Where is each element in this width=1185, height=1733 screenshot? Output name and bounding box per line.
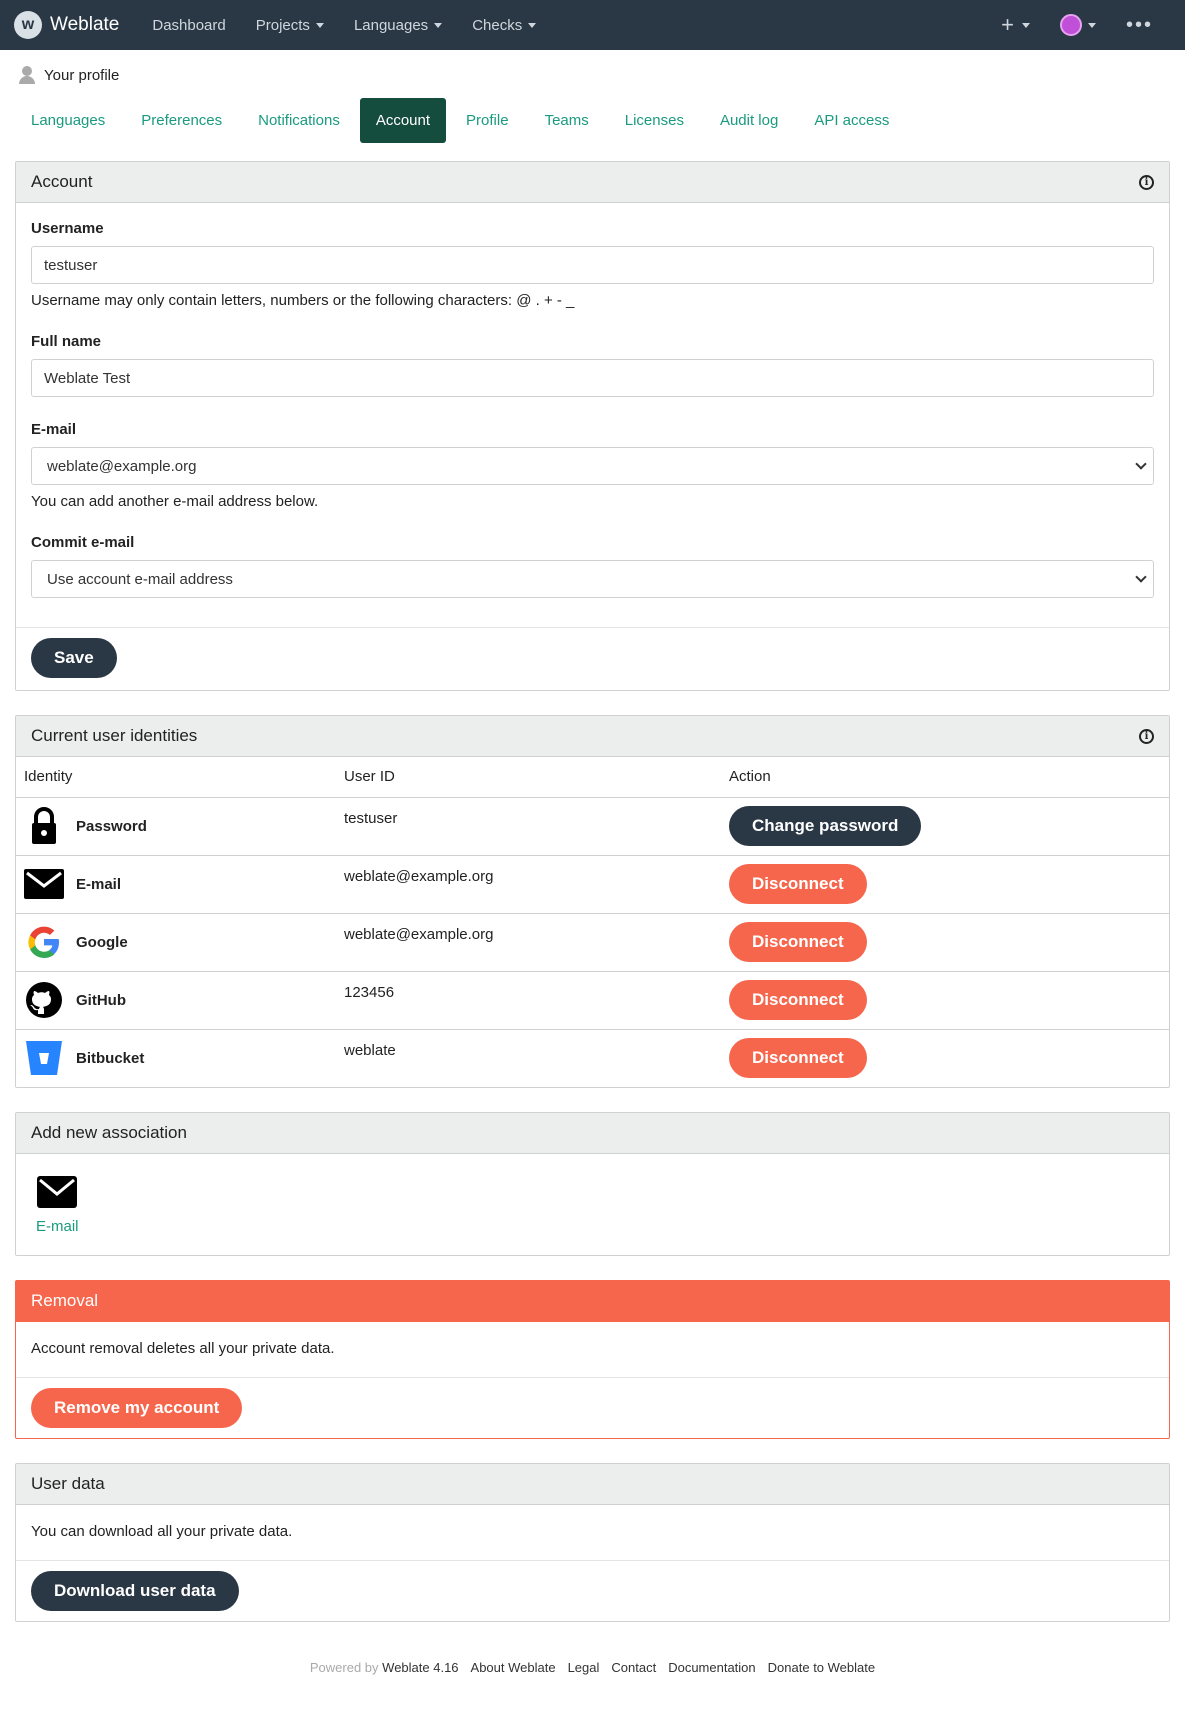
breadcrumb bbox=[0, 50, 1185, 90]
tab-licenses[interactable]: Licenses bbox=[624, 112, 684, 129]
nav-dashboard[interactable] bbox=[137, 17, 240, 34]
bitbucket-icon bbox=[24, 1038, 64, 1078]
fullname-value: Weblate Test bbox=[44, 369, 131, 387]
account-panel bbox=[15, 161, 1170, 691]
tab-languages[interactable]: Languages bbox=[31, 112, 106, 129]
identity-name: Google bbox=[76, 933, 128, 951]
tab-notifications[interactable]: Notifications bbox=[258, 112, 340, 129]
save-button[interactable]: Save bbox=[31, 638, 117, 678]
fullname-input[interactable] bbox=[31, 359, 1154, 397]
footer-version-link[interactable]: Weblate 4.16 bbox=[382, 1660, 459, 1675]
info-icon[interactable]: i bbox=[1139, 729, 1154, 744]
top-navbar bbox=[0, 0, 1185, 50]
username-input[interactable] bbox=[31, 246, 1154, 284]
disconnect-google-button[interactable]: Disconnect bbox=[729, 922, 867, 962]
tab-audit-log[interactable]: Audit log bbox=[719, 112, 779, 129]
download-user-data-button[interactable]: Download user data bbox=[31, 1571, 239, 1611]
plus-icon: + bbox=[1001, 12, 1014, 37]
identity-name: E-mail bbox=[76, 875, 122, 893]
removal-panel-header bbox=[16, 1281, 1169, 1322]
identity-user-id: testuser bbox=[336, 797, 721, 855]
table-row bbox=[16, 913, 1169, 971]
userdata-panel-header bbox=[16, 1464, 1169, 1505]
tab-teams[interactable]: Teams bbox=[544, 112, 589, 129]
identity-name: Bitbucket bbox=[76, 1049, 145, 1067]
caret-down-icon bbox=[1088, 23, 1096, 28]
table-row bbox=[16, 1029, 1169, 1087]
add-email-label: E-mail bbox=[36, 1218, 79, 1235]
commit-email-select[interactable] bbox=[31, 560, 1154, 598]
footer bbox=[0, 1660, 1185, 1675]
nav-checks-label: Checks bbox=[472, 16, 523, 34]
avatar bbox=[1060, 14, 1082, 36]
brand[interactable] bbox=[14, 11, 119, 39]
account-panel-header bbox=[16, 162, 1169, 203]
email-value: weblate@example.org bbox=[47, 457, 197, 475]
tab-account[interactable]: Account bbox=[360, 98, 446, 143]
tab-api-access[interactable]: API access bbox=[814, 112, 890, 129]
identities-panel bbox=[15, 715, 1170, 1088]
nav-languages-label: Languages bbox=[353, 16, 429, 34]
identity-user-id: weblate@example.org bbox=[336, 913, 721, 971]
tab-preferences[interactable]: Preferences bbox=[141, 112, 223, 129]
change-password-button[interactable]: Change password bbox=[729, 806, 921, 846]
username-label: Username bbox=[31, 220, 104, 237]
header-user-id: User ID bbox=[336, 757, 721, 797]
identity-user-id: weblate@example.org bbox=[336, 855, 721, 913]
identity-user-id: 123456 bbox=[336, 971, 721, 1029]
envelope-icon bbox=[37, 1176, 77, 1212]
removal-text: Account removal deletes all your private data. bbox=[31, 1340, 335, 1357]
header-identity: Identity bbox=[16, 757, 336, 797]
userdata-panel-title: User data bbox=[31, 1474, 105, 1493]
identities-table bbox=[16, 757, 1169, 1087]
footer-legal-link[interactable]: Legal bbox=[567, 1660, 600, 1675]
tab-profile[interactable]: Profile bbox=[466, 112, 509, 129]
chevron-down-icon bbox=[1135, 571, 1146, 582]
caret-down-icon bbox=[528, 23, 536, 28]
commit-email-label: Commit e-mail bbox=[31, 534, 135, 551]
footer-donate-link[interactable]: Donate to Weblate bbox=[767, 1660, 876, 1675]
disconnect-bitbucket-button[interactable]: Disconnect bbox=[729, 1038, 867, 1078]
disconnect-email-button[interactable]: Disconnect bbox=[729, 864, 867, 904]
identity-name: Password bbox=[76, 817, 147, 835]
add-menu-button[interactable] bbox=[1001, 12, 1030, 38]
add-email-association[interactable] bbox=[36, 1176, 79, 1235]
remove-account-button[interactable]: Remove my account bbox=[31, 1388, 242, 1428]
identity-name: GitHub bbox=[76, 991, 126, 1009]
username-help: Username may only contain letters, numbers or the following characters: @ . + - _ bbox=[31, 292, 575, 309]
nav-projects[interactable] bbox=[241, 17, 339, 34]
email-label: E-mail bbox=[31, 421, 77, 438]
fullname-label: Full name bbox=[31, 333, 102, 350]
lock-icon bbox=[24, 806, 64, 846]
identities-panel-title: Current user identities bbox=[31, 726, 198, 745]
breadcrumb-label[interactable]: Your profile bbox=[44, 66, 120, 84]
nav-checks[interactable] bbox=[457, 17, 551, 34]
nav-projects-label: Projects bbox=[255, 16, 310, 34]
caret-down-icon bbox=[434, 23, 442, 28]
chevron-down-icon bbox=[1135, 458, 1146, 469]
association-panel-title: Add new association bbox=[31, 1123, 187, 1142]
brand-name: Weblate bbox=[50, 14, 120, 35]
removal-panel-title: Removal bbox=[31, 1291, 99, 1310]
table-row bbox=[16, 971, 1169, 1029]
google-icon bbox=[24, 922, 64, 962]
removal-panel bbox=[15, 1280, 1170, 1439]
identity-user-id: weblate bbox=[344, 1041, 396, 1059]
identities-panel-header bbox=[16, 716, 1169, 757]
info-icon[interactable]: i bbox=[1139, 175, 1154, 190]
powered-by-text: Powered by bbox=[309, 1660, 379, 1675]
more-menu-icon[interactable]: ••• bbox=[1125, 13, 1153, 36]
envelope-icon bbox=[24, 864, 64, 904]
nav-dashboard-label: Dashboard bbox=[152, 16, 226, 34]
header-action: Action bbox=[721, 757, 1169, 797]
weblate-logo-icon: w bbox=[14, 11, 42, 39]
caret-down-icon bbox=[316, 23, 324, 28]
footer-documentation-link[interactable]: Documentation bbox=[668, 1660, 756, 1675]
association-panel bbox=[15, 1112, 1170, 1256]
email-select[interactable] bbox=[31, 447, 1154, 485]
commit-email-value: Use account e-mail address bbox=[47, 570, 233, 588]
footer-contact-link[interactable]: Contact bbox=[611, 1660, 657, 1675]
table-row bbox=[16, 797, 1169, 855]
association-panel-header bbox=[16, 1113, 1169, 1154]
user-icon bbox=[18, 66, 36, 84]
nav-languages[interactable] bbox=[339, 17, 457, 34]
username-value: testuser bbox=[44, 256, 98, 274]
email-help: You can add another e-mail address below. bbox=[31, 493, 319, 510]
profile-tabs bbox=[0, 98, 1185, 143]
userdata-text: You can download all your private data. bbox=[31, 1523, 293, 1540]
caret-down-icon bbox=[1022, 23, 1030, 28]
github-icon bbox=[24, 980, 64, 1020]
userdata-panel bbox=[15, 1463, 1170, 1622]
account-panel-title: Account bbox=[31, 172, 93, 191]
disconnect-github-button[interactable]: Disconnect bbox=[729, 980, 867, 1020]
table-row bbox=[16, 855, 1169, 913]
user-menu-button[interactable] bbox=[1060, 14, 1096, 36]
footer-about-link[interactable]: About Weblate bbox=[470, 1660, 556, 1675]
